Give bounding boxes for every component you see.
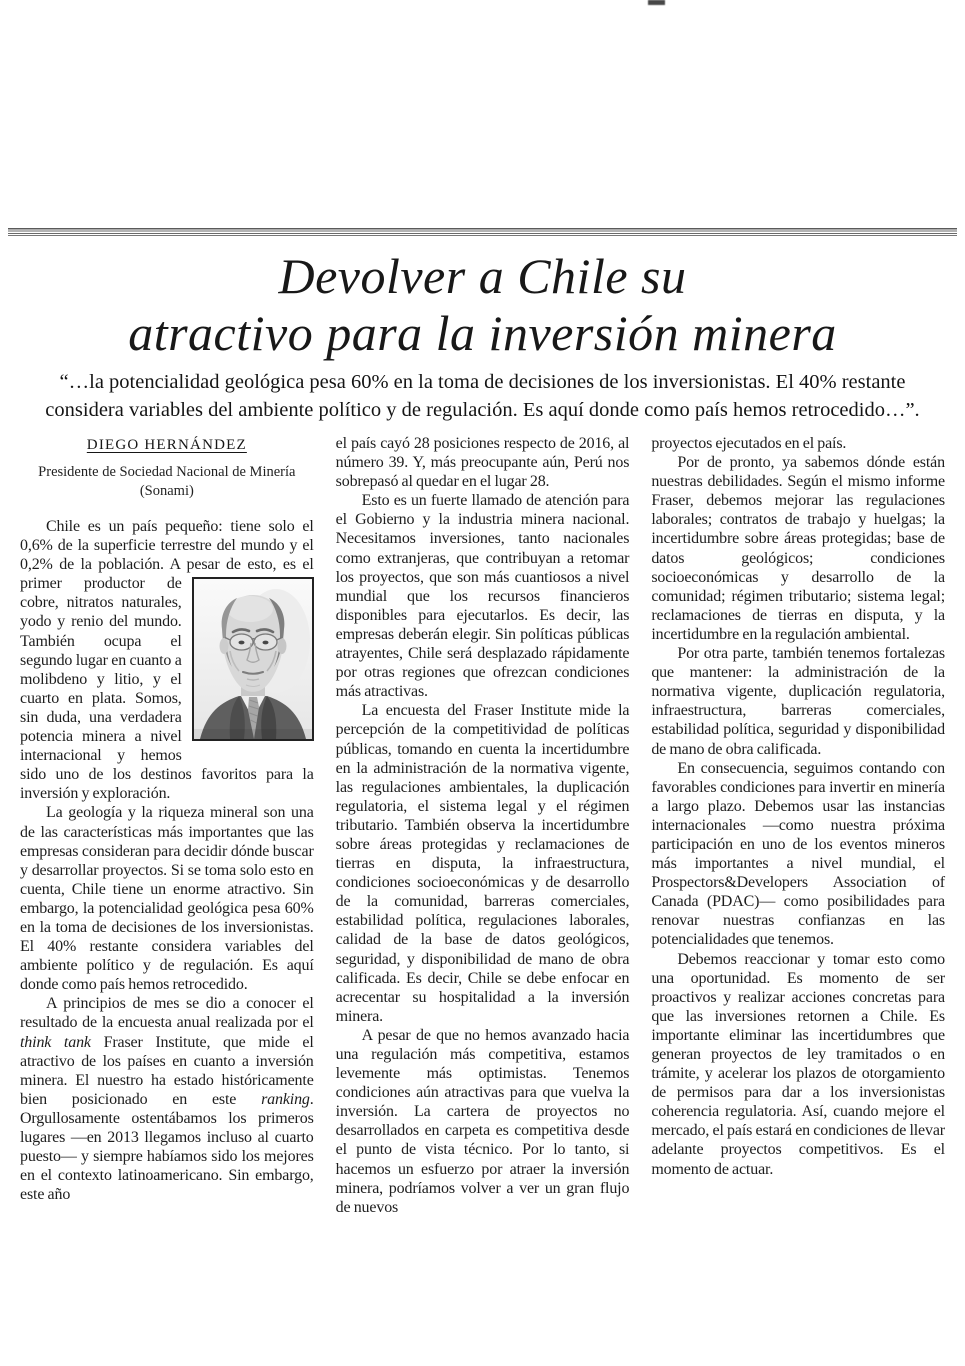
- author-role-line-2: (Sonami): [139, 483, 194, 499]
- col1-p1-intro: Chile es un país pequeño: tiene solo el 0,6% de la superficie terrestre del mundo y el 0,2% de la población. A pesar de esto, es el: [20, 518, 314, 574]
- col3-paragraph-1: proyectos ejecutados en el país.: [651, 435, 847, 452]
- col2-paragraph-1: el país cayó 28 posiciones respecto de 2016, al número 39. Y, más preocupante aún, Perú nos sobrepasó al quedar en el lugar 28.: [335, 435, 630, 491]
- headline-line-2: atractivo para la inversión minera: [128, 305, 837, 361]
- headline-line-1: Devolver a Chile su: [278, 248, 687, 304]
- pull-quote: [12, 368, 953, 424]
- byline: [20, 434, 314, 517]
- pull-quote-line-1: “…la potencialidad geológica pesa 60% en la toma de decisiones de los inversionistas. El 40% restante: [59, 371, 906, 393]
- col3-paragraph-5: Debemos reaccionar y tomar esto como una oportunidad. Es momento de ser proactivos y realizar acciones concretas para que las inversiones retornen a Chile. Es importante eliminar las incertidumbres que generan proyectos de ley tramitados o en trámite, y acelerar los plazos de otorgamiento de permisos para dar a los inversionistas coherencia regulatoria. Así, cuando mejore el mercado, el país estará en condiciones de llevar adelante proyectos competitivos. Es el momento de actuar.: [651, 950, 945, 1178]
- col1-paragraph-1: [20, 517, 314, 803]
- column-2: [336, 434, 630, 1217]
- col1-paragraph-2: La geología y la riqueza mineral son una de las características más importantes que las empresas consideran para decidir dónde buscar y desarrollar proyectos. Si se toma solo esto en cuenta, Chile tiene un enorme atractivo. Sin embargo, la potencialidad geológica pesa 60% en la toma de decisiones de los inversionistas. El 40% restante considera variables del ambiente político y de regulación. Es aquí donde como país hemos retrocedido.: [20, 804, 314, 994]
- col2-paragraph-4: A pesar de que no hemos avanzado hacia una regulación más competitiva, estamos levemente más optimistas. Tenemos condiciones aún atractivas para que vuelva la inversión. La cartera de proyectos no desarrollados en carpeta es competitiva desde el punto de vista técnico. Por lo tanto, si hacemos un esfuerzo por atraer la inversión minera, podríamos volver a ver un gran flujo de nuevos: [335, 1026, 630, 1216]
- article-columns: [0, 434, 965, 1217]
- portrait-illustration: [194, 579, 312, 739]
- col2-paragraph-2: Esto es un fuerte llamado de atención para el Gobierno y la industria minera nacional. Necesitamos inversiones, tanto nacionales como extranjeras, que contribuyan a retomar los proyectos, que son más cuantiosos a nivel mundial que los recursos financieros disponibles para ejecutarlos. Es decir, las empresas deberán elegir. Sin políticas públicas atrayentes, Chile será desplazado rápidamente por otras regiones que ofrezcan condiciones más atractivas.: [335, 492, 630, 701]
- scan-smudge: [648, 0, 665, 5]
- pull-quote-line-2: considera variables del ambiente político y de regulación. Es aquí donde como país hemos retrocedido…”.: [45, 399, 920, 421]
- col3-paragraph-3: Por otra parte, también tenemos fortalezas que mantener: la administración de la normativa vigente, duplicación regulatoria, infraestructura, barreras comerciales, estabilidad política, seguridad y disponibilidad de mano de obra calificada.: [651, 645, 945, 758]
- col1-paragraph-3: A principios de mes se dio a conocer el resultado de la encuesta anual realizada por el think tank Fraser Institute, que mide el atractivo de los países en cuanto a inversión minera. El nuestro ha estado históricamente bien posicionado en este ranking. Orgullosamente ostentábamos los primeros lugares —en 2013 llegamos incluso al cuarto puesto— y siempre habíamos sido los mejores en el contexto latinoamericano. Sin embargo, este año: [20, 995, 314, 1204]
- top-rule: [8, 228, 957, 237]
- col1-p1-continuation: primer productor de cobre, nitratos naturales, yodo y renio del mundo. También ocupa el segundo lugar en cuanto a molibdeno y litio, y el cuarto en plata. Somos, sin duda, una verdadera potencia minera a nivel internacional y hemos sido uno de los destinos favoritos para la inversión y exploración.: [20, 575, 314, 803]
- author-portrait-photo: [192, 577, 314, 741]
- column-3: [651, 434, 945, 1217]
- article-headline: [0, 248, 965, 362]
- column-1: [20, 434, 314, 1217]
- col3-paragraph-2: Por de pronto, ya sabemos dónde están nuestras debilidades. Según el mismo informe Fraser, debemos mejorar las regulaciones laborales; contratos de trabajo y huelgas; la incertidumbre sobre áreas protegidas; base de datos geológicos; condiciones socioeconómicas y desarrollo de la comunidad; régimen tributario; sistema legal; reclamaciones de tierras en disputa, y la incertidumbre en la regulación ambiental.: [651, 454, 945, 643]
- col3-paragraph-4: En consecuencia, seguimos contando con favorables condiciones para invertir en minería a largo plazo. Debemos usar las instancias internacionales —como nuestra próxima participación en uno de los eventos mineros más importantes a nivel mundial, el Prospectors&Developers Association of Canada (PDAC)— como posibilidades para renovar nuestras confianzas en las potencialidades que tenemos.: [651, 759, 945, 949]
- col2-paragraph-3: La encuesta del Fraser Institute mide la percepción de la competitividad de políticas públicas, tomando en cuenta la incertidumbre en la administración de la normativa vigente, las regulaciones ambientales, la duplicación regulatoria, el sistema legal y el régimen tributario. También observa la incertidumbre sobre áreas protegidas y reclamaciones de tierras en disputa, la infraestructura, condiciones socioeconómicas y de desarrollo de la comunidad, barreras comerciales, estabilidad política, regulaciones laborales, calidad de la base de datos geológicos, seguridad, y disponibilidad de mano de obra calificada. Es decir, Chile se debe enfocar en acrecentar su hospitalidad a la inversión minera.: [335, 702, 630, 1025]
- author-name: DIEGO HERNÁNDEZ: [86, 437, 247, 453]
- author-role-line-1: Presidente de Sociedad Nacional de Minería: [38, 464, 296, 480]
